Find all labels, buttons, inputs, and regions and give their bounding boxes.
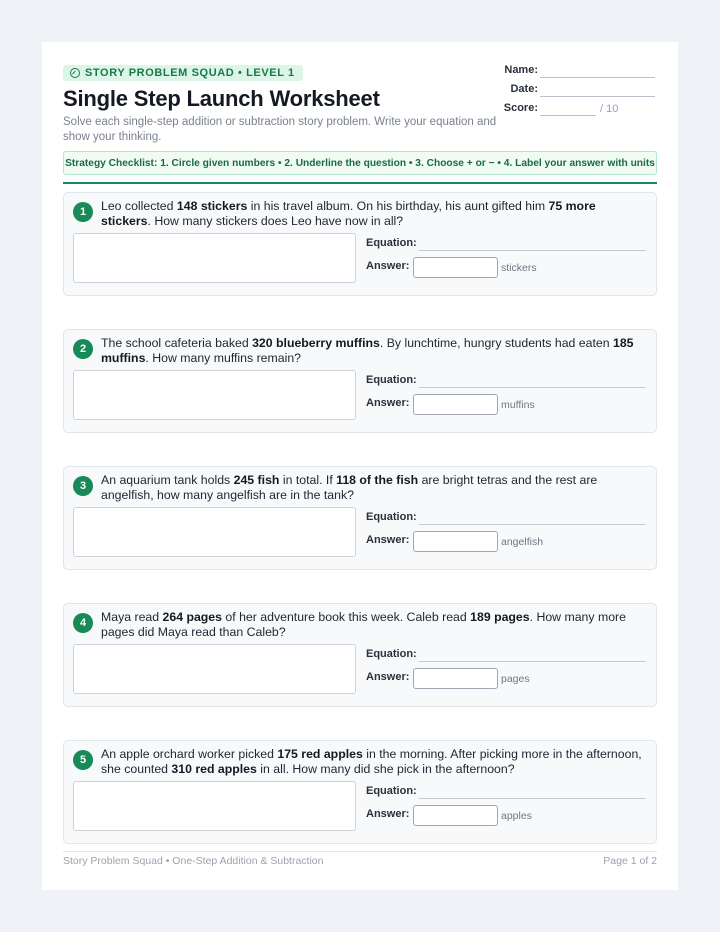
page-subtitle: Solve each single-step addition or subtraction story problem. Write your equation and show your thinking. [63,116,497,143]
problem-text-segment: in all. How many did she pick in the afternoon? [256,761,515,776]
equation-field[interactable] [419,250,646,251]
date-field[interactable] [540,96,655,97]
level-tag [63,65,303,81]
key-quantity: 264 pages [162,610,222,624]
problem-text-segment: . How many muffins remain? [145,350,301,365]
key-quantity: 175 red apples [277,747,363,761]
date-row [486,83,656,102]
problem-text [101,199,646,228]
page-number: Page 1 of 2 [603,855,657,867]
answer-unit: apples [501,810,532,822]
problem-text-segment: in total. If [279,473,337,487]
name-field[interactable] [540,77,655,78]
equation-label: Equation: [366,237,417,249]
problem-text [101,336,646,365]
problem-text-segment: An aquarium tank holds [101,473,234,487]
key-quantity: 75 more stickers [101,199,596,228]
problem-text-segment: of her adventure book this week. Caleb read [222,610,471,624]
answer-label: Answer: [366,671,410,683]
name-row [486,64,656,83]
date-label: Date: [510,83,538,95]
problem-text-segment: Maya read [101,610,163,624]
work-area[interactable] [73,644,356,694]
equation-label: Equation: [366,511,417,523]
problem-text-segment: in his travel album. On his birthday, his aunt gifted him [247,199,549,213]
name-label: Name: [504,64,538,76]
equation-label: Equation: [366,785,417,797]
key-quantity: 148 stickers [176,199,248,213]
problem-text [101,610,646,639]
problem-card [63,192,657,296]
key-quantity: 310 red apples [171,761,257,776]
equation-field[interactable] [419,387,646,388]
score-field[interactable] [540,115,596,116]
problem-number: 4 [73,613,93,633]
problem-text-segment: An apple orchard worker picked [101,747,278,761]
problem-number: 2 [73,339,93,359]
work-area[interactable] [73,233,356,283]
problem-text [101,473,646,502]
equation-label: Equation: [366,374,417,386]
work-area[interactable] [73,781,356,831]
score-label: Score: [503,102,538,114]
answer-input[interactable] [413,531,498,552]
answer-label: Answer: [366,808,410,820]
answer-label: Answer: [366,534,410,546]
problem-text-segment: . How many stickers does Leo have now in all? [147,213,404,228]
answer-input[interactable] [413,257,498,278]
problem-text-segment: . How many more pages did Maya read than Caleb? [101,610,626,639]
student-info [486,64,656,121]
problem-text-segment: . By lunchtime, hungry students had eaten [379,336,613,350]
answer-input[interactable] [413,668,498,689]
equation-field[interactable] [419,524,646,525]
problem-card [63,466,657,570]
checklist-label: Strategy Checklist: [65,157,158,169]
level-tag-text: STORY PROBLEM SQUAD • LEVEL 1 [85,67,295,79]
footer-divider [63,851,657,852]
answer-input[interactable] [413,805,498,826]
problem-text-segment: in the morning. After picking more in the afternoon, she counted [101,747,642,776]
work-area[interactable] [73,370,356,420]
answer-unit: muffins [501,399,535,411]
worksheet-page [42,42,678,890]
key-quantity: 245 fish [233,473,280,487]
work-area[interactable] [73,507,356,557]
problem-card [63,740,657,844]
compass-icon [70,68,80,78]
strategy-checklist [63,151,657,175]
problem-text-segment: Leo collected [101,199,177,213]
answer-label: Answer: [366,260,410,272]
equation-field[interactable] [419,661,646,662]
header-divider [63,182,657,184]
problem-number: 3 [73,476,93,496]
equation-label: Equation: [366,648,417,660]
answer-unit: angelfish [501,536,544,548]
score-total: / 10 [600,103,619,115]
page-title: Single Step Launch Worksheet [63,86,380,111]
answer-unit: stickers [501,262,537,274]
problem-card [63,603,657,707]
footer-title: Story Problem Squad • One-Step Addition & Subtraction [63,855,324,867]
problem-number: 5 [73,750,93,770]
problem-card [63,329,657,433]
equation-field[interactable] [419,798,646,799]
answer-input[interactable] [413,394,498,415]
key-quantity: 185 muffins [101,336,634,365]
answer-label: Answer: [366,397,410,409]
problem-number: 1 [73,202,93,222]
score-row [486,102,656,121]
problem-text [101,747,646,776]
answer-unit: pages [501,673,530,685]
key-quantity: 189 pages [470,610,530,624]
key-quantity: 118 of the fish [336,473,419,487]
key-quantity: 320 blueberry muffins [252,336,380,350]
problem-text-segment: The school cafeteria baked [101,336,253,350]
problem-text-segment: are bright tetras and the rest are angelfish, how many angelfish are in the tank? [101,473,598,502]
checklist-steps: 1. Circle given numbers • 2. Underline the question • 3. Choose + or − • 4. Label your answer with units [160,157,655,169]
